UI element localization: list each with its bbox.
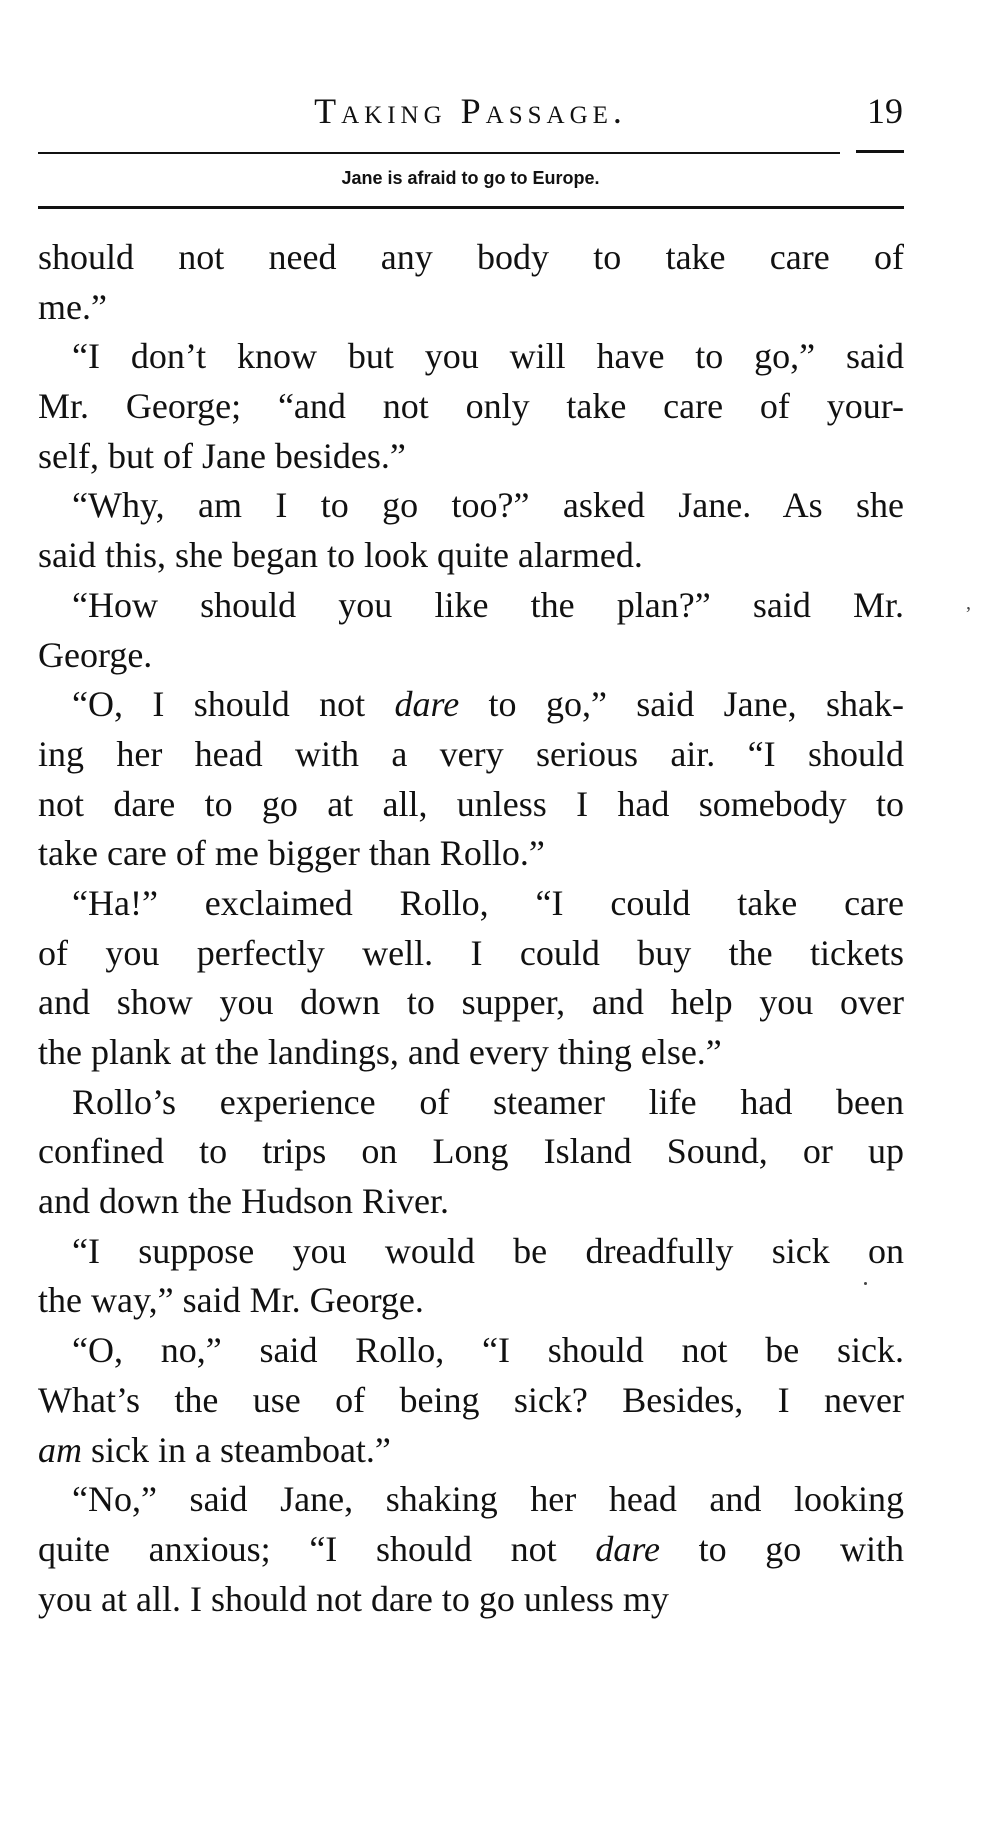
text-segment: “I suppose you would be dreadfully sick on [72,1230,904,1271]
text-segment: the way,” said Mr. George. [38,1280,424,1321]
text-line [38,1028,904,1078]
text-segment: What’s the use of being sick? Besides, I never [38,1379,904,1420]
text-line [38,780,904,830]
text-segment: George. [38,634,153,675]
text-line [38,1227,904,1277]
chapter-subheading: Jane is afraid to go to Europe. [341,168,600,188]
header-rule [38,152,840,154]
text-line [38,233,904,283]
text-line [38,879,904,929]
text-segment: to go,” said Jane, shak- [459,684,904,725]
italic-text: am [38,1429,82,1470]
text-segment: me.” [38,286,107,327]
paragraph [38,879,904,1078]
text-segment: quite anxious; “I should not [38,1528,596,1569]
text-segment: and show you down to supper, and help you over [38,982,904,1023]
text-segment: “I don’t know but you will have to go,” said [72,336,904,377]
text-line [38,382,904,432]
text-line [38,581,904,631]
text-line [38,1326,904,1376]
text-segment: you at all. I should not dare to go unless my [38,1578,669,1619]
paragraph [38,581,904,680]
text-line [38,332,904,382]
text-segment: Rollo’s experience of steamer life had been [72,1081,904,1122]
text-segment: Mr. George; “and not only take care of your- [38,386,904,427]
subheading-rule [38,206,904,209]
margin-dot [864,1282,867,1285]
text-line [38,1127,904,1177]
text-line [38,1475,904,1525]
text-line [38,481,904,531]
page-header [38,84,903,144]
paragraph [38,332,904,481]
paragraph [38,233,904,332]
text-line [38,283,904,333]
text-segment: “How should you like the plan?” said Mr. [72,584,904,625]
text-line [38,829,904,879]
text-segment: take care of me bigger than Rollo.” [38,833,545,874]
paragraph [38,680,904,879]
text-line [38,1376,904,1426]
text-segment: “No,” said Jane, shaking her head and looking [72,1479,904,1520]
paragraph [38,1078,904,1227]
text-segment: “Why, am I to go too?” asked Jane. As she [72,485,904,526]
paragraph [38,1326,904,1475]
text-line [38,1575,904,1625]
text-segment: to go with [659,1528,904,1569]
text-line [38,631,904,681]
text-line [38,1078,904,1128]
text-segment: the plank at the landings, and every thing else.” [38,1032,722,1072]
text-line [38,1276,904,1326]
text-segment: not dare to go at all, unless I had somebody to [38,783,904,824]
body-text [38,233,904,1624]
text-line [38,1426,904,1476]
margin-mark: , [966,592,971,614]
text-line [38,1177,904,1227]
text-segment: ing her head with a very serious air. “I should [38,733,904,774]
text-segment: sick in a steamboat.” [82,1429,391,1470]
text-segment: “Ha!” exclaimed Rollo, “I could take care [72,882,904,923]
text-line [38,929,904,979]
text-line [38,531,904,581]
text-segment: and down the Hudson River. [38,1181,449,1222]
text-line [38,680,904,730]
text-line [38,978,904,1028]
paragraph [38,481,904,580]
text-segment: should not need any body to take care of [38,237,904,277]
running-title: Taking Passage. [314,91,627,131]
text-segment: “O, I should not [72,684,395,725]
text-segment: of you perfectly well. I could buy the tickets [38,932,904,973]
paragraph [38,1475,904,1624]
text-line [38,1525,904,1575]
italic-text: dare [394,684,460,725]
page-number: 19 [867,91,903,131]
paragraph [38,1227,904,1326]
text-segment: self, but of Jane besides.” [38,435,406,476]
text-line [38,730,904,780]
text-segment: “O, no,” said Rollo, “I should not be sick. [72,1330,904,1371]
text-segment: confined to trips on Long Island Sound, or up [38,1131,904,1172]
italic-text: dare [595,1528,660,1569]
header-rule-short [856,150,904,153]
text-segment: said this, she began to look quite alarmed. [38,535,643,576]
text-line [38,432,904,482]
